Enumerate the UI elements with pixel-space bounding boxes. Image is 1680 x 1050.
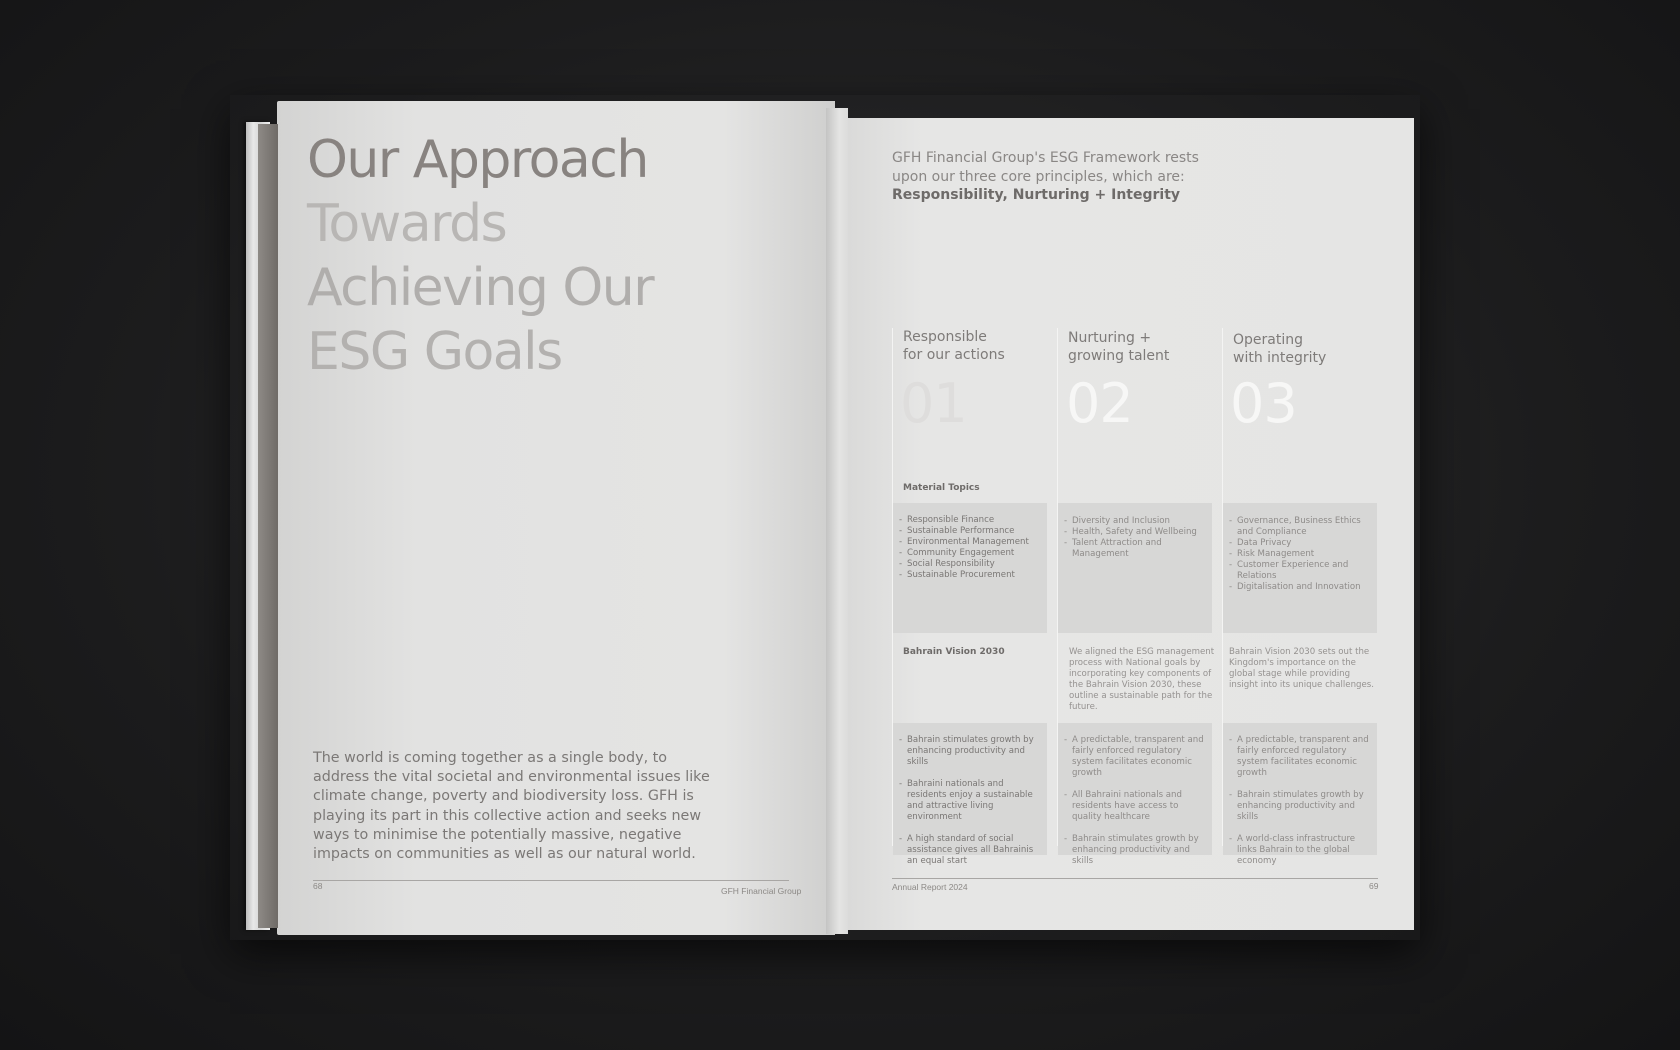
- footer-text-right: Annual Report 2024: [892, 882, 968, 892]
- material-topics-box: [1058, 503, 1212, 633]
- topic-item: - Data Privacy: [1227, 538, 1371, 549]
- topic-item: - Social Responsibility: [897, 559, 1047, 570]
- title-line: Our Approach: [307, 130, 648, 190]
- topic-item: - Diversity and Inclusion: [1062, 516, 1206, 527]
- footer-rule-right: [892, 878, 1378, 879]
- topic-item: - Governance, Business Ethics and Compliance: [1227, 516, 1371, 538]
- title-line: Towards: [307, 194, 507, 254]
- vision-point: - A high standard of social assistance gives all Bahrainis an equal start: [897, 834, 1041, 867]
- vision-points-box: [1058, 723, 1212, 866]
- intro-paragraph: The world is coming together as a single body, to address the vital societal and environmental issues like climate change, poverty and biodiversity loss. GFH is playing its part in this collective action and seeks new ways to minimise the potentially massive, negative impacts on communities as well as our natural world.: [313, 750, 710, 863]
- column-number: 03: [1230, 372, 1297, 435]
- topic-item: - Environmental Management: [897, 537, 1047, 548]
- column-title: Responsible for our actions: [903, 329, 1005, 363]
- footer-text-left: GFH Financial Group: [721, 886, 802, 896]
- title-line: ESG Goals: [307, 322, 562, 382]
- topic-item: - Responsible Finance: [897, 515, 1047, 526]
- vision-points-box: [893, 723, 1047, 866]
- material-topics-box: [893, 503, 1047, 633]
- vision-paragraph: Bahrain Vision 2030 sets out the Kingdom's importance on the global stage while providing insight into its unique challenges.: [1229, 647, 1374, 690]
- vision-label: Bahrain Vision 2030: [903, 647, 1005, 657]
- material-topics-label: Material Topics: [903, 483, 980, 493]
- topic-item: - Community Engagement: [897, 548, 1047, 559]
- topic-item: - Customer Experience and Relations: [1227, 560, 1371, 582]
- book-gutter: [826, 108, 848, 934]
- column-number: 01: [900, 372, 967, 435]
- vision-point: - Bahrain stimulates growth by enhancing productivity and skills: [1062, 834, 1206, 867]
- page-title: [307, 128, 687, 384]
- column-title: Nurturing + growing talent: [1068, 330, 1170, 364]
- vision-paragraph: We aligned the ESG management process with National goals by incorporating key components of the Bahrain Vision 2030, these outline a sustainable path for the future.: [1069, 647, 1215, 712]
- vision-point: - Bahrain stimulates growth by enhancing productivity and skills: [897, 735, 1041, 768]
- column-title: Operating with integrity: [1233, 332, 1327, 366]
- material-topics-box: [1223, 503, 1377, 633]
- vision-point: - Bahraini nationals and residents enjoy a sustainable and attractive living environment: [897, 779, 1041, 823]
- vision-point: - A predictable, transparent and fairly enforced regulatory system facilitates economic growth: [1062, 735, 1206, 779]
- title-line: Achieving Our: [307, 258, 654, 318]
- topic-item: - Health, Safety and Wellbeing: [1062, 527, 1206, 538]
- topic-item: - Sustainable Procurement: [897, 570, 1047, 581]
- column-number: 02: [1066, 372, 1133, 435]
- vision-points-box: [1223, 723, 1377, 866]
- framework-intro: [892, 149, 1222, 205]
- intro-text: GFH Financial Group's ESG Framework rests upon our three core principles, which are:: [892, 150, 1199, 185]
- topic-item: - Sustainable Performance: [897, 526, 1047, 537]
- footer-rule-left: [313, 880, 789, 881]
- vision-point: - A predictable, transparent and fairly enforced regulatory system facilitates economic growth: [1227, 735, 1371, 779]
- vision-point: - Bahrain stimulates growth by enhancing productivity and skills: [1227, 790, 1371, 823]
- intro-principles: Responsibility, Nurturing + Integrity: [892, 187, 1181, 203]
- topic-item: - Talent Attraction and Management: [1062, 538, 1206, 560]
- page-number-left: 68: [313, 881, 323, 891]
- page-number-right: 69: [1369, 881, 1379, 891]
- topic-item: - Risk Management: [1227, 549, 1371, 560]
- vision-point: - All Bahraini nationals and residents have access to quality healthcare: [1062, 790, 1206, 823]
- topic-item: - Digitalisation and Innovation: [1227, 582, 1371, 593]
- cover-spine: [258, 124, 278, 928]
- vision-point: - A world-class infrastructure links Bahrain to the global economy: [1227, 834, 1371, 867]
